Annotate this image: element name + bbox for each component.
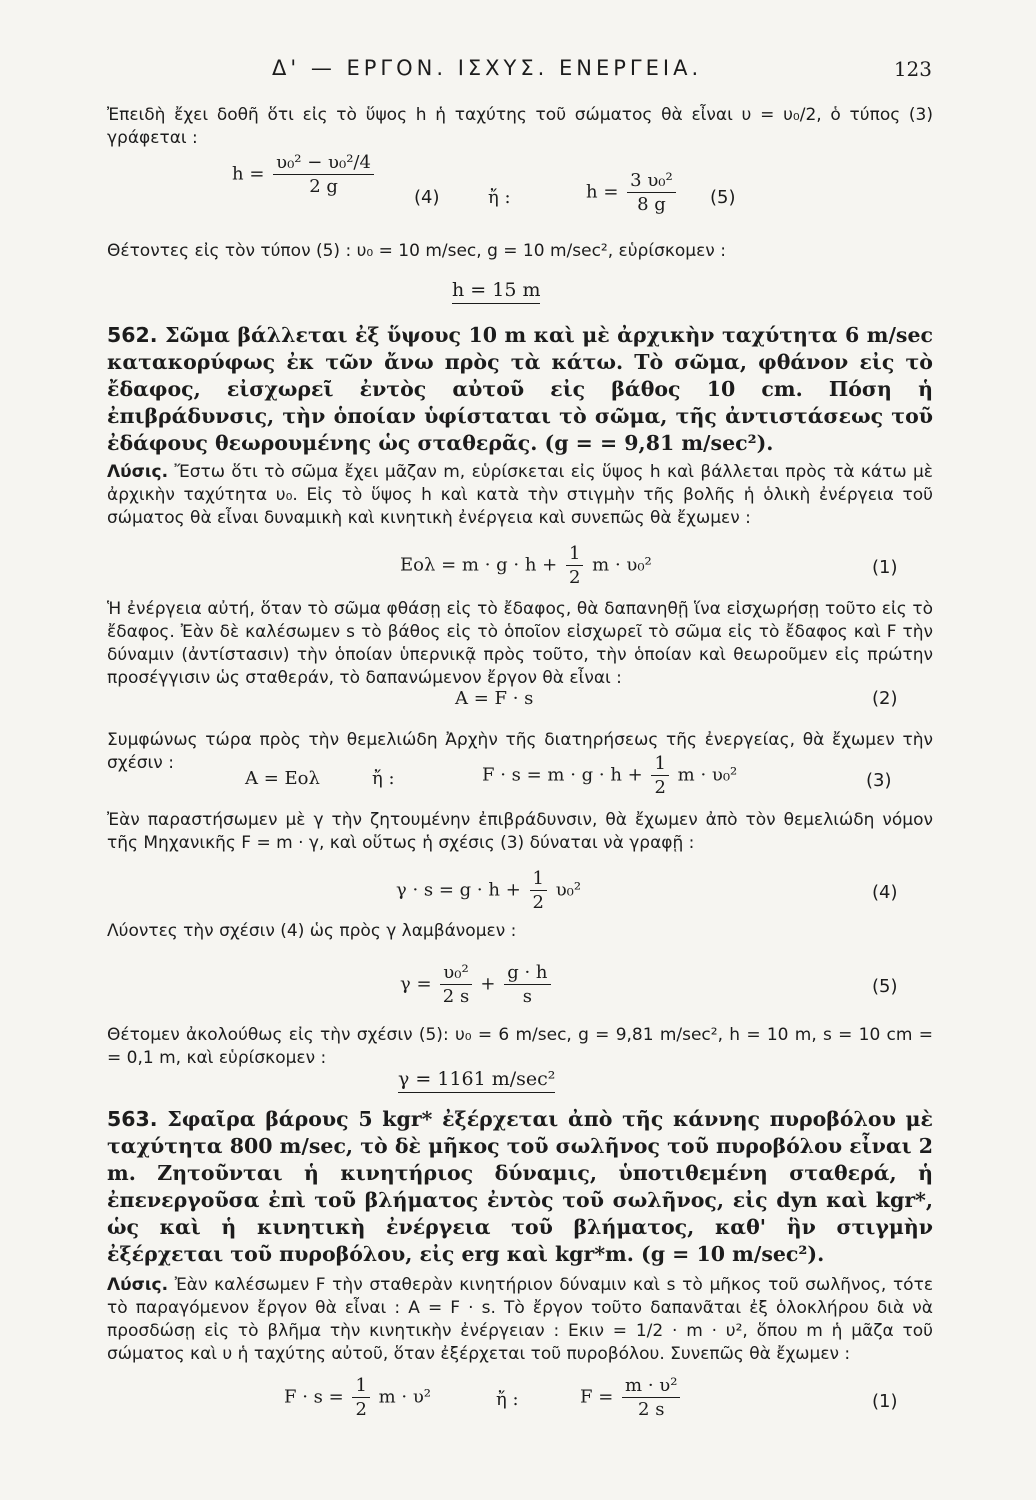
p562-equation-2: A = F · s — [455, 688, 534, 709]
fraction-numerator: m · υ² — [622, 1375, 680, 1398]
problem-562-solution-intro — [107, 461, 933, 530]
running-header: Δ' — ΕΡΓΟΝ. ΙΣΧΥΣ. ΕΝΕΡΓΕΙΑ. — [272, 56, 703, 80]
fraction-numerator: g · h — [504, 962, 550, 985]
eq5-numerator: 3 υ₀² — [627, 170, 676, 193]
eq-lhs: h = — [232, 163, 265, 185]
problem-562-paragraph-3: Συμφώνως τώρα πρὸς τὴν θεμελιώδη Ἀρχὴν τῆς διατηρήσεως τῆς ἐνεργείας, θὰ ἔχωμεν τὴν σχέσιν : — [107, 730, 933, 773]
eq-left: F · s = m · g · h + — [482, 764, 643, 786]
p563-eq1-or: ἤ : — [496, 1389, 519, 1410]
solution-label: Λύσις. — [107, 1275, 169, 1295]
fraction-denominator: 2 — [654, 777, 666, 798]
p562-eq3-label: (3) — [866, 770, 892, 791]
problem-562-paragraph-2: Ἡ ἐνέργεια αὐτή, ὅταν τὸ σῶμα φθάσῃ εἰς τὸ ἔδαφος, θὰ δαπανηθῇ ἵνα εἰσχωρήσῃ τοῦτο εἰς τὸ ἔδαφος. Ἐὰν δὲ καλέσωμεν s τὸ βάθος εἰς τὸ ὁποῖον εἰσχωρεῖ τὸ σῶμα εἰς τὸ ἔδαφος καὶ F τὴν δύναμιν (ἀντίστασιν) τὴν ὁποίαν ὑπερνικᾷ πρὸς τοῦτο, τὴν ὁποίαν καὶ θεωροῦμεν εἰς πρώτην προσέγγισιν ὡς σταθεράν, τὸ δαπανώμενον ἔργον θὰ εἶναι : — [107, 599, 933, 688]
eq-lhs: h = — [586, 181, 619, 203]
eq-right: m · υ² — [378, 1386, 432, 1408]
problem-number: 563. — [107, 1107, 158, 1131]
half-fraction — [352, 1375, 369, 1420]
problem-text: Σφαῖρα βάρους 5 kgr* ἐξέρχεται ἀπὸ τῆς κάννης πυροβόλου μὲ ταχύτητα 800 m/sec, τὸ δὲ μῆκος τοῦ σωλῆνος τοῦ πυροβόλου εἶναι 2 m. Ζητοῦνται ἡ κινητήριος δύναμις, ὑποτιθεμένη σταθερά, ἡ ἐπενεργοῦσα ἐπὶ τοῦ βλήματος ἐντὸς τοῦ σωλῆνος, εἰς dyn καὶ kgr*, ὡς καὶ ἡ κινητικὴ ἐνέργεια τοῦ βλήματος, καθ' ἣν στιγμὴν ἐξέρχεται τοῦ πυροβόλου, εἰς erg καὶ kgr*m. (g = 10 m/sec²). — [107, 1107, 934, 1266]
fraction-denominator: 2 s — [638, 1399, 665, 1420]
page-number: 123 — [893, 57, 932, 81]
fraction-denominator: 2 s — [442, 986, 470, 1007]
intro-or-word: ἤ : — [488, 187, 511, 208]
fraction-numerator: 1 — [651, 753, 668, 776]
eq-right: m · υ₀² — [677, 764, 738, 786]
p562-result: γ = 1161 m/sec² — [398, 1068, 555, 1093]
p562-eq3-or: ἤ : — [372, 768, 395, 789]
fraction-numerator: υ₀² — [440, 962, 471, 985]
fraction-denominator: 2 — [532, 892, 544, 913]
half-fraction — [651, 753, 668, 798]
intro-equation-5 — [586, 170, 679, 215]
eq5-fraction — [627, 170, 676, 215]
eq5-fraction-a — [440, 962, 471, 1007]
solution-label: Λύσις. — [107, 462, 169, 482]
eq-lhs: F = — [580, 1386, 614, 1408]
p563-eq1-label: (1) — [872, 1391, 898, 1412]
solution-text: Ἔστω ὅτι τὸ σῶμα ἔχει μᾶζαν m, εὑρίσκεται εἰς ὕψος h καὶ βάλλεται πρὸς τὰ κάτω μὲ ἀρχικὴν ταχύτητα υ₀. Εἰς τὸ ὕψος h καὶ κατὰ τὴν στιγμὴν τῆς βολῆς ἡ ὁλικὴ ἐνέργεια τοῦ σώματος θὰ εἶναι δυναμικὴ καὶ κινητικὴ ἐνέργεια καὶ συνεπῶς θὰ ἔχωμεν : — [107, 462, 933, 528]
intro-substitution: Θέτοντες εἰς τὸν τύπον (5) : υ₀ = 10 m/sec, g = 10 m/sec², εὑρίσκομεν : — [107, 241, 726, 261]
intro-eq4-label: (4) — [414, 187, 440, 208]
fraction-denominator: 2 — [568, 567, 581, 588]
intro-equation-4 — [232, 152, 377, 197]
fraction-numerator: 1 — [566, 543, 583, 566]
problem-text: Σῶμα βάλλεται ἐξ ὕψους 10 m καὶ μὲ ἀρχικὴν ταχύτητα 6 m/sec κατακορύφως ἐκ τῶν ἄνω πρὸς τὰ κάτω. Τὸ σῶμα, φθάνον εἰς τὸ ἔδαφος, εἰσχωρεῖ ἐντὸς αὐτοῦ εἰς βάθος 10 cm. Πόση ἡ ἐπιβράδυνσις, τὴν ὁποίαν ὑφίσταται τὸ σῶμα, τῆς ἀντιστάσεως τοῦ ἐδάφους θεωρουμένης ὡς σταθερᾶς. (g = = 9,81 m/sec²). — [107, 323, 933, 455]
p562-equation-3 — [482, 753, 737, 798]
plus-sign: + — [480, 973, 496, 995]
eq5-denominator: 8 g — [637, 194, 666, 215]
p562-eq1-label: (1) — [872, 557, 898, 578]
intro-eq5-label: (5) — [710, 187, 736, 208]
eq4-fraction — [273, 152, 374, 197]
fraction-numerator: 1 — [530, 868, 547, 891]
problem-562-paragraph-5: Λύοντες τὴν σχέσιν (4) ὡς πρὸς γ λαμβάνομεν : — [107, 921, 517, 941]
p563-equation-1 — [284, 1375, 431, 1420]
problem-562-statement — [107, 322, 933, 457]
p563-equation-1b — [580, 1375, 683, 1420]
eq-right: m · υ₀² — [592, 554, 652, 576]
fraction-denominator: 2 — [355, 1399, 367, 1420]
p562-equation-1 — [400, 543, 652, 588]
problem-563-statement — [107, 1106, 933, 1268]
p562-equation-4 — [396, 868, 581, 913]
problem-number: 562. — [107, 323, 158, 347]
eq5-fraction-b — [504, 962, 550, 1007]
eq-left: Eολ = m · g · h + — [400, 554, 558, 576]
eq4-numerator: υ₀² − υ₀²/4 — [273, 152, 374, 175]
intro-paragraph: Ἐπειδὴ ἔχει δοθῆ ὅτι εἰς τὸ ὕψος h ἡ ταχύτης τοῦ σώματος θὰ εἶναι υ = υ₀/2, ὁ τύπος (3) γράφεται : — [107, 105, 933, 148]
p562-eq2-label: (2) — [872, 688, 898, 709]
p562-equation-5 — [400, 962, 554, 1007]
solution-text: Ἐὰν καλέσωμεν F τὴν σταθερὰν κινητήριον δύναμιν καὶ s τὸ μῆκος τοῦ σωλῆνος, τότε τὸ παραγόμενον ἔργον θὰ εἶναι : A = F · s. Τὸ ἔργον τοῦτο δαπανᾶται ἐξ ὁλοκλήρου διὰ νὰ προσδώσῃ εἰς τὸ βλῆμα τὴν κινητικὴν ἐνέργειαν : Eκιν = 1/2 · m · υ², ὅπου m ἡ μᾶζα τοῦ σώματος καὶ υ ἡ ταχύτης αὐτοῦ, ὅταν ἐξέρχεται τοῦ πυροβόλου. Συνεπῶς θὰ ἔχωμεν : — [107, 1275, 934, 1364]
half-fraction — [566, 543, 583, 588]
problem-563-solution — [107, 1274, 933, 1366]
half-fraction — [530, 868, 547, 913]
fraction-numerator: 1 — [352, 1375, 369, 1398]
p562-eq5-label: (5) — [872, 976, 898, 997]
eq-left: γ · s = g · h + — [396, 879, 521, 901]
intro-result: h = 15 m — [452, 279, 540, 304]
problem-562-paragraph-6: Θέτομεν ἀκολούθως εἰς τὴν σχέσιν (5): υ₀ = 6 m/sec, g = 9,81 m/sec², h = 10 m, s = 10 cm = = 0,1 m, καὶ εὑρίσκομεν : — [107, 1025, 933, 1068]
fraction-denominator: s — [522, 986, 532, 1007]
p562-eq3-a: A = Eολ — [245, 768, 320, 789]
force-fraction — [622, 1375, 680, 1420]
eq-right: υ₀² — [555, 879, 582, 901]
eq-lhs: γ = — [400, 973, 432, 995]
p562-eq4-label: (4) — [872, 882, 898, 903]
eq4-denominator: 2 g — [309, 176, 338, 197]
eq-left: F · s = — [284, 1386, 344, 1408]
problem-562-paragraph-4: Ἐὰν παραστήσωμεν μὲ γ τὴν ζητουμένην ἐπιβράδυνσιν, θὰ ἔχωμεν ἀπὸ τὸν θεμελιώδη νόμον τῆς Μηχανικῆς F = m · γ, καὶ οὕτως ἡ σχέσις (3) δύναται νὰ γραφῇ : — [107, 810, 933, 853]
